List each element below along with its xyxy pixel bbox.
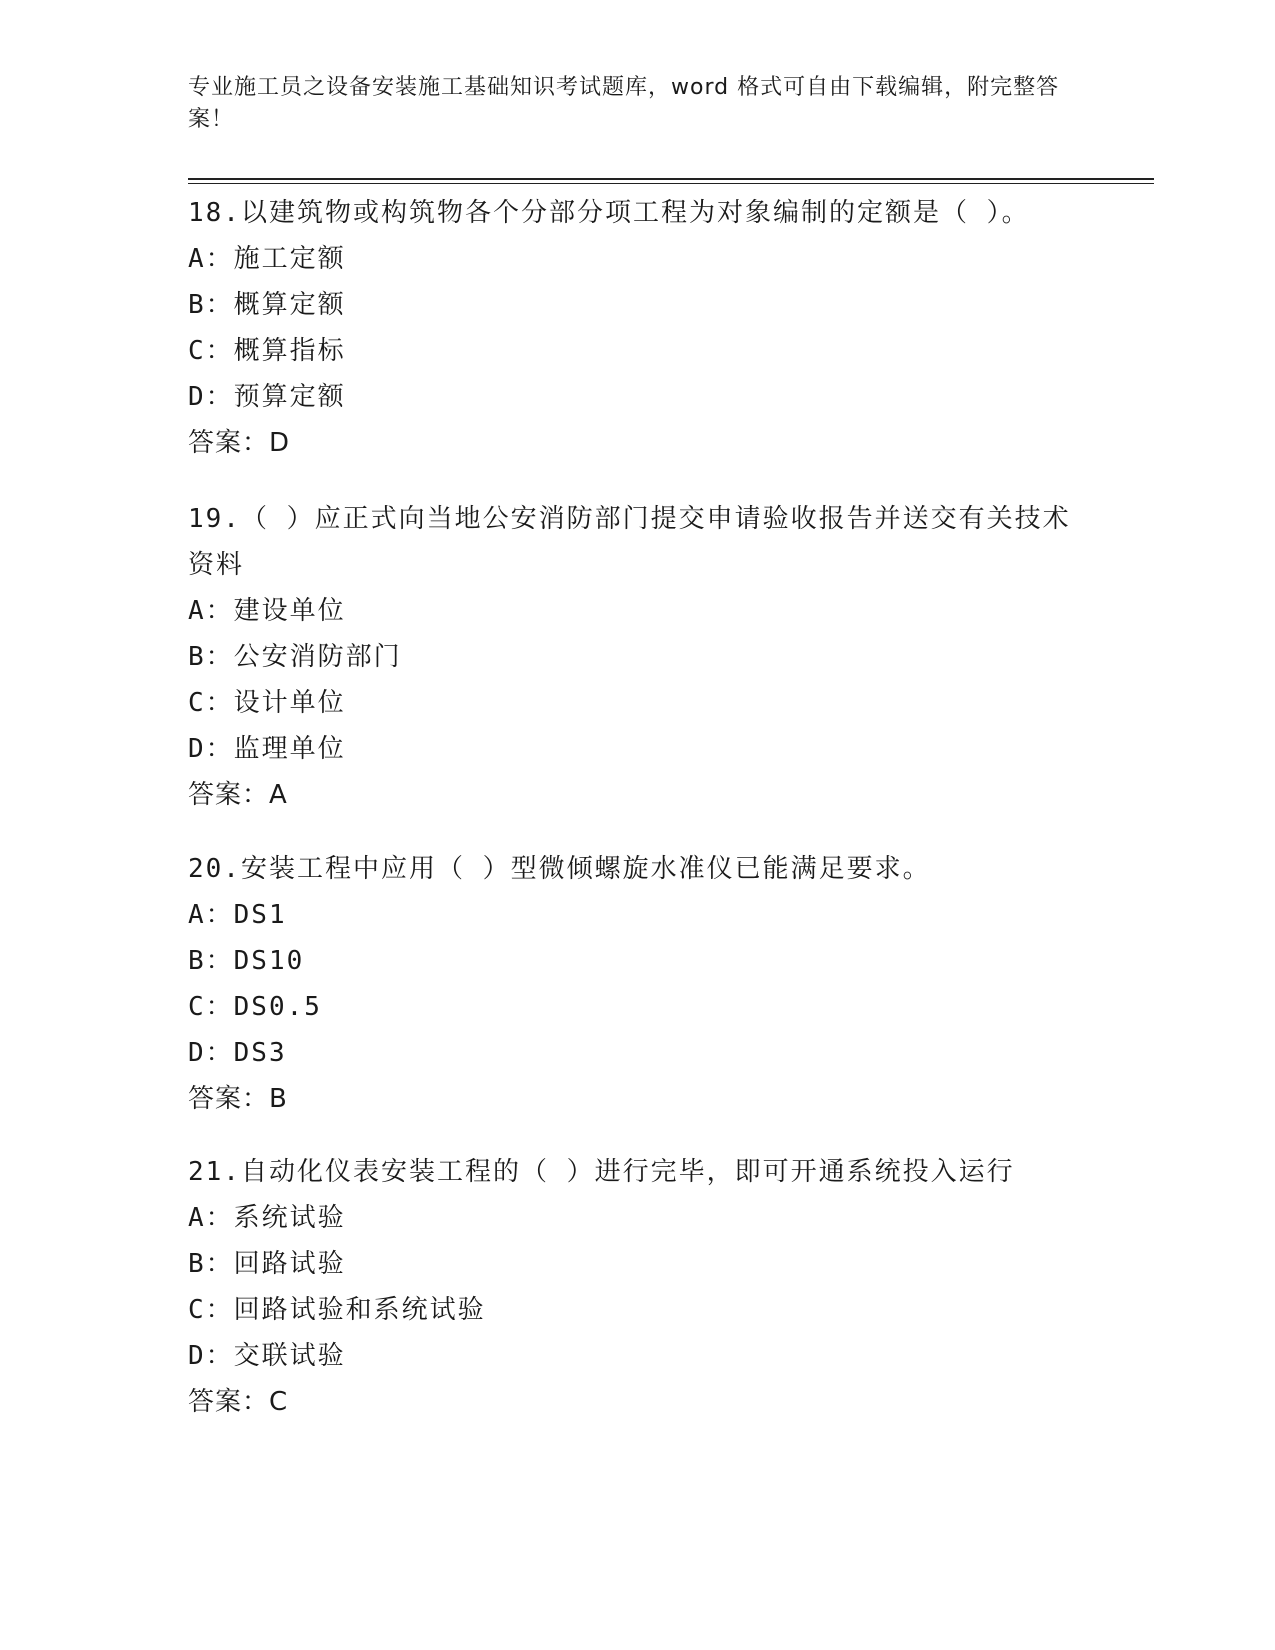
header-divider-thin [188,183,1154,184]
question-stem: 20.安装工程中应用（ ）型微倾螺旋水准仪已能满足要求。 [188,854,931,884]
option-c: C：设计单位 [188,688,346,718]
answer: 答案：B [188,1084,288,1114]
option-c: C：回路试验和系统试验 [188,1295,486,1325]
question-19 [188,496,1088,818]
option-b: B：公安消防部门 [188,642,402,672]
question-18 [188,190,1088,466]
option-a: A：建设单位 [188,596,346,626]
answer: 答案：A [188,780,288,810]
option-d: D：DS3 [188,1038,287,1068]
answer: 答案：C [188,1387,289,1417]
answer: 答案：D [188,428,291,458]
question-20 [188,846,1088,1122]
option-d: D：监理单位 [188,734,346,764]
question-stem: 21.自动化仪表安装工程的（ ）进行完毕，即可开通系统投入运行 [188,1157,1015,1187]
option-c: C：概算指标 [188,336,346,366]
option-a: A：DS1 [188,900,287,930]
question-21 [188,1149,1088,1425]
option-d: D：预算定额 [188,382,346,412]
option-b: B：概算定额 [188,290,346,320]
option-a: A：施工定额 [188,244,346,274]
option-d: D：交联试验 [188,1341,346,1371]
option-c: C：DS0.5 [188,992,322,1022]
option-b: B：DS10 [188,946,305,976]
option-a: A：系统试验 [188,1203,346,1233]
question-stem: 19.（ ）应正式向当地公安消防部门提交申请验收报告并送交有关技术资料 [188,504,1071,580]
document-header: 专业施工员之设备安装施工基础知识考试题库，word 格式可自由下载编辑，附完整答案！ [188,75,1060,132]
option-b: B：回路试验 [188,1249,346,1279]
header-divider [188,178,1154,180]
question-stem: 18.以建筑物或构筑物各个分部分项工程为对象编制的定额是（ ）。 [188,198,1030,228]
